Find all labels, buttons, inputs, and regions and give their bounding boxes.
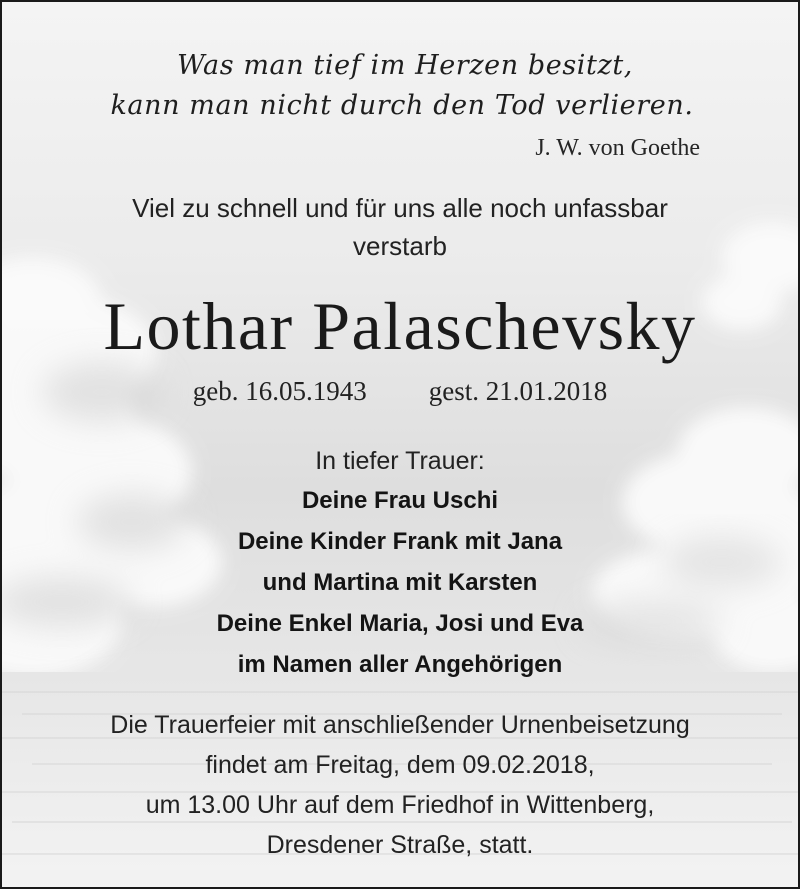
mourner-line: Deine Kinder Frank mit Jana [237, 528, 563, 555]
intro-line-2: verstarb [353, 231, 447, 261]
service-line: Dresdener Straße, statt. [266, 831, 534, 859]
service-line: um 13.00 Uhr auf dem Friedhof in Wittenberg, [145, 791, 655, 819]
mourners-intro: In tiefer Trauer: [315, 447, 485, 475]
quote-author: J. W. von Goethe [535, 135, 700, 161]
mourner-line: Deine Enkel Maria, Josi und Eva [216, 610, 584, 637]
mourners-list [2, 480, 798, 685]
mourner-line: im Namen aller Angehörigen [237, 651, 563, 678]
death-date: gest. 21.01.2018 [428, 376, 608, 406]
quote-line-2: kann man nicht durch den Tod verlieren. [110, 90, 694, 121]
mourner-line: und Martina mit Karsten [262, 569, 538, 596]
mourner-line: Deine Frau Uschi [301, 487, 499, 514]
service-details [2, 705, 798, 865]
birth-date: geb. 16.05.1943 [192, 376, 367, 406]
intro-line-1: Viel zu schnell und für uns alle noch unfassbar [132, 193, 668, 223]
life-dates [2, 372, 798, 410]
quote-line-1: Was man tief im Herzen besitzt, [177, 50, 633, 81]
service-line: Die Trauerfeier mit anschließender Urnenbeisetzung [110, 711, 690, 739]
notice-text [2, 2, 798, 887]
service-line: findet am Freitag, dem 09.02.2018, [205, 751, 595, 779]
deceased-name: Lothar Palaschevsky [103, 288, 697, 364]
